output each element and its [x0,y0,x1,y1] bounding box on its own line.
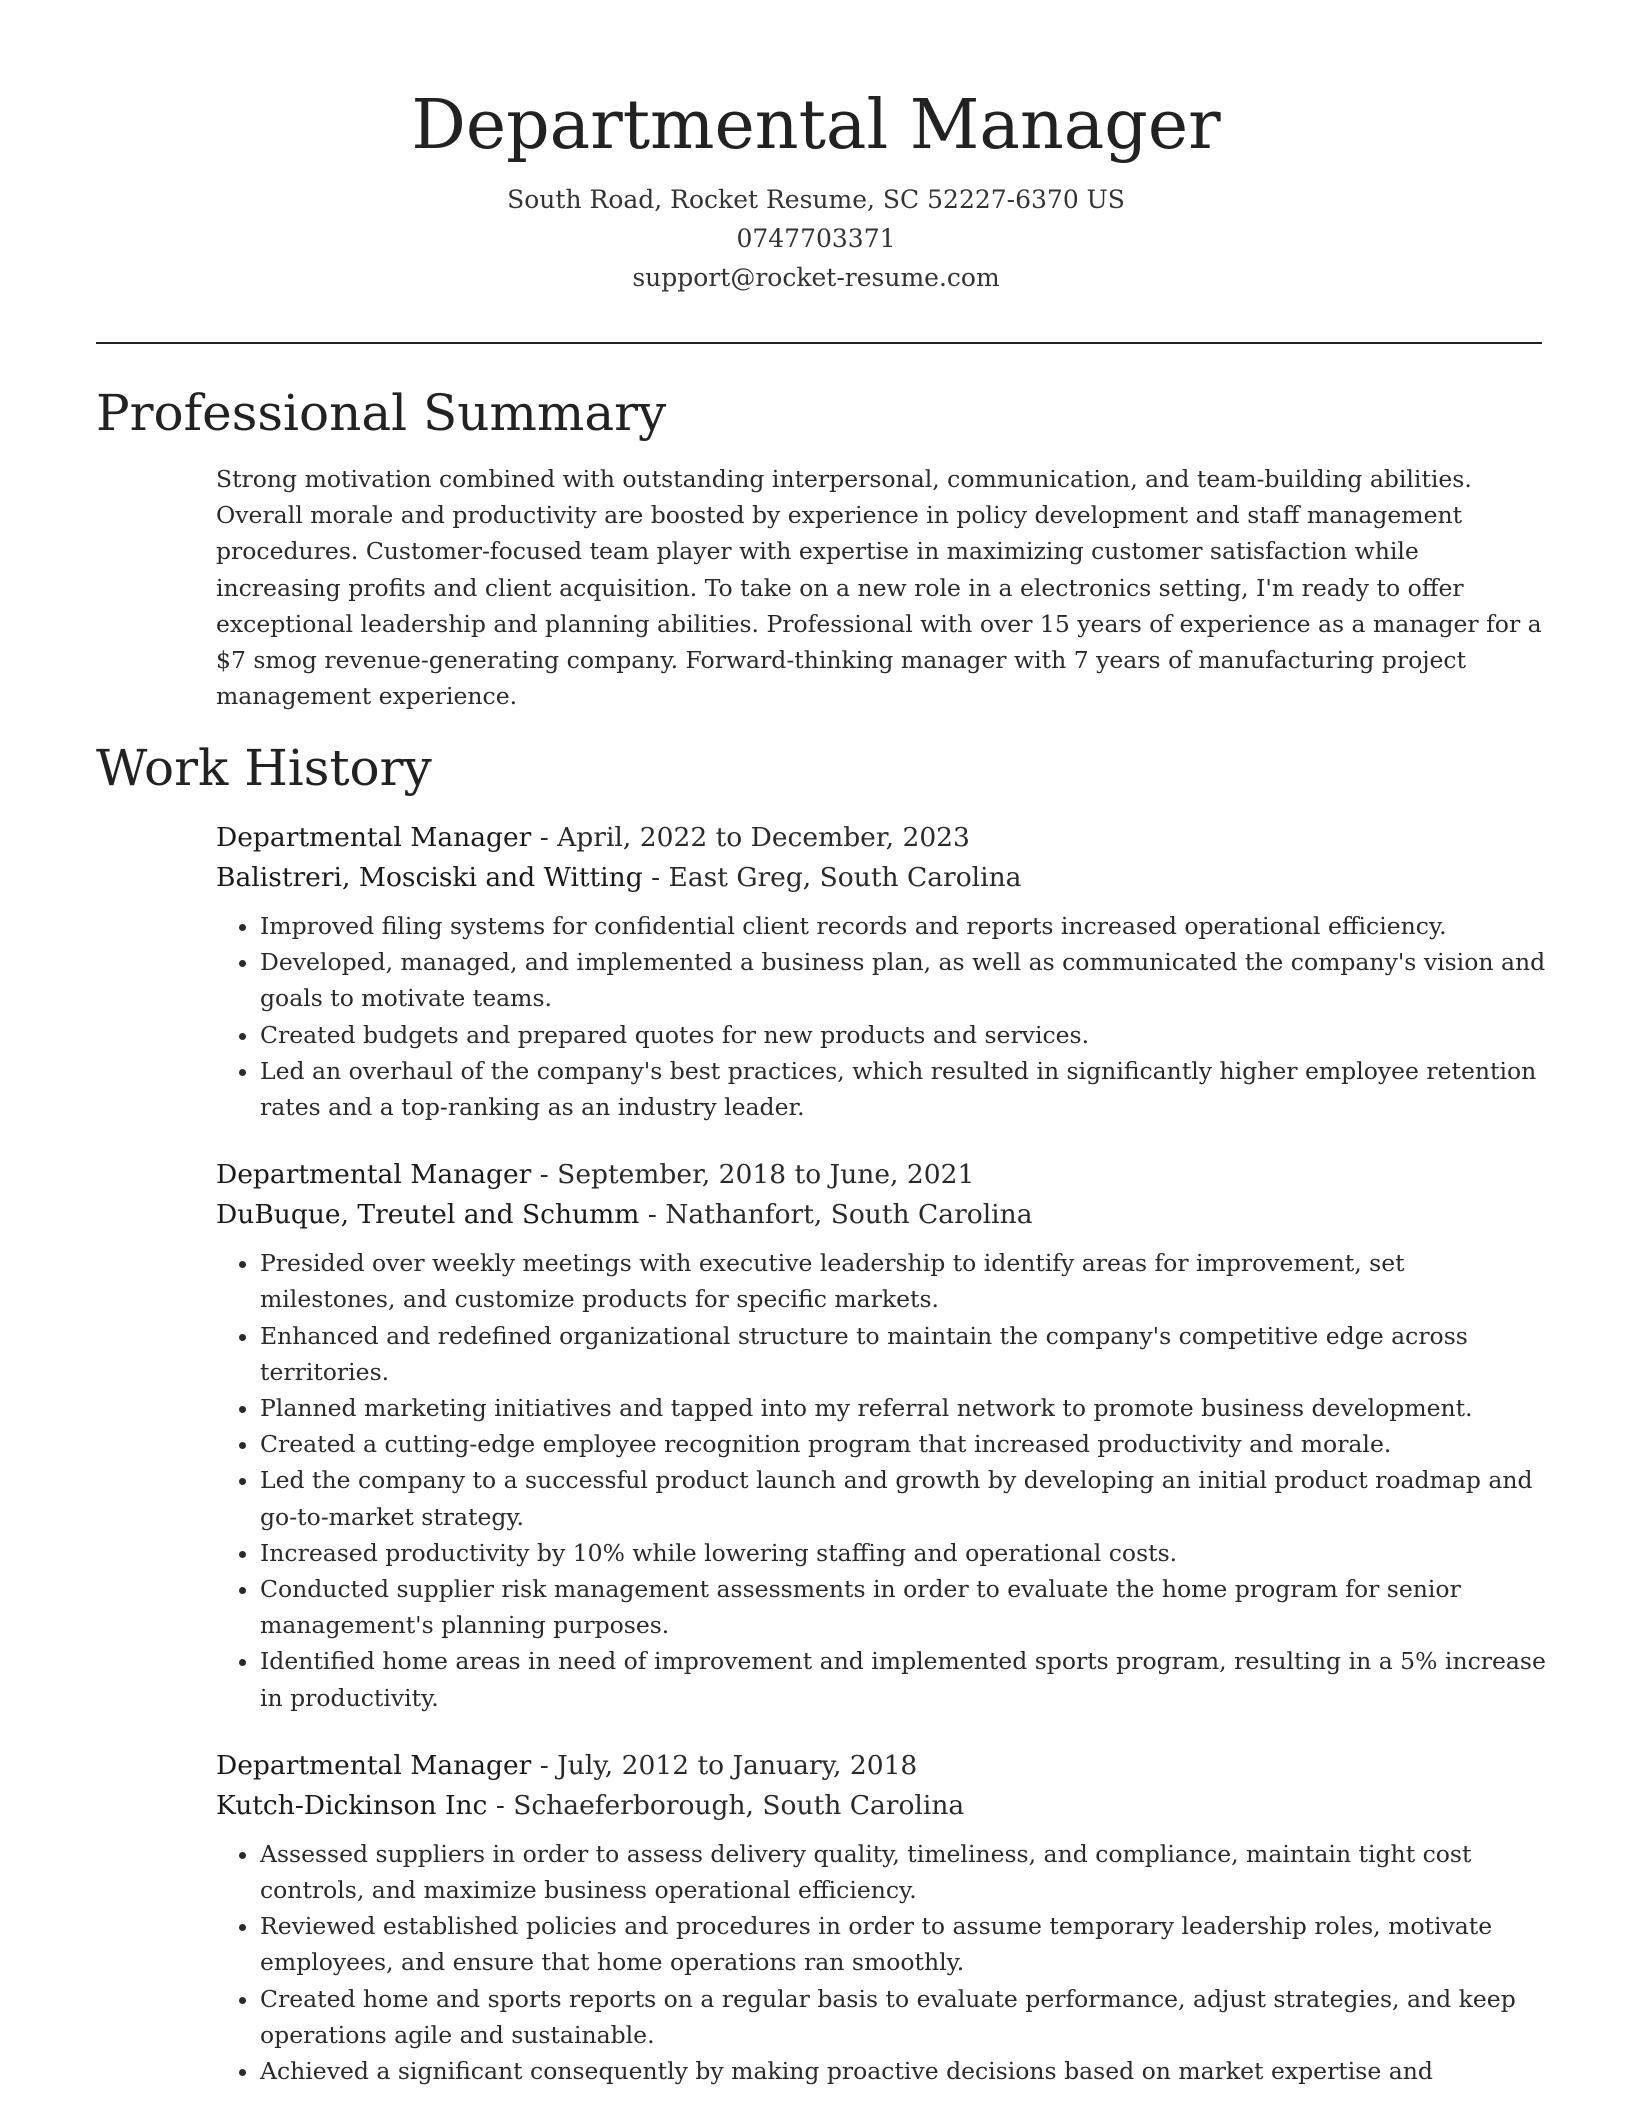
job-dates: September, 2018 to June, 2021 [557,1159,975,1191]
job-entry [216,1746,1546,2089]
job-bullets [216,1245,1546,1716]
summary-text: Strong motivation combined with outstanding interpersonal, communication, and team-building abilities. Overall morale and productivity are boosted by experience in policy development and staff management procedures. Customer-focused team player with expertise in maximizing customer satisfaction while increasing profits and client acquisition. To take on a new role in a electronics setting, I'm ready to offer exceptional leadership and planning abilities. Professional with over 15 years of experience as a manager for a $7 smog revenue-generating company. Forward-thinking manager with 7 years of manufacturing project management experience. [216,465,1542,711]
bullet-item: • Created home and sports reports on a regular basis to evaluate performance, adjust strategies, and keep operations agile and sustainable. [260,1981,1546,2053]
job-company: DuBuque, Treutel and Schumm [216,1199,640,1231]
job-bullets [216,1836,1546,2089]
job-role: Departmental Manager [216,1749,532,1781]
bullet-item: • Improved filing systems for confidential client records and reports increased operational efficiency. [260,908,1546,944]
job-role: Departmental Manager [216,1159,532,1191]
bullet-item: • Enhanced and redefined organizational structure to maintain the company's competitive edge across territories. [260,1318,1546,1390]
candidate-name: Departmental Manager [411,86,1221,165]
job-location: East Greg, South Carolina [668,862,1022,893]
bullet-item: • Reviewed established policies and procedures in order to assume temporary leadership roles, motivate employees, and ensure that home operations ran smoothly. [260,1908,1546,1980]
bullet-item: • Developed, managed, and implemented a business plan, as well as communicated the company's vision and goals to motivate teams. [260,944,1546,1016]
work-history-list [216,818,1546,2119]
company-separator: - [639,1199,666,1231]
resume-header [0,86,1632,297]
header-divider [96,342,1542,344]
bullet-item: • Assessed suppliers in order to assess delivery quality, timeliness, and compliance, maintain tight cost controls, and maximize business operational efficiency. [260,1836,1546,1908]
bullet-item: • Led an overhaul of the company's best practices, which resulted in significantly higher employee retention rates and a top-ranking as an industry leader. [260,1053,1546,1125]
bullet-item: • Created a cutting-edge employee recognition program that increased productivity and morale. [260,1426,1546,1462]
phone-line: 0747703371 [736,224,896,253]
job-entry [216,818,1546,1125]
job-company: Balistreri, Mosciski and Witting [216,862,643,893]
bullet-item: • Created budgets and prepared quotes for new products and services. [260,1017,1546,1053]
bullet-item: • Presided over weekly meetings with executive leadership to identify areas for improvement, set milestones, and customize products for specific markets. [260,1245,1546,1317]
email-line: support@rocket-resume.com [632,263,1000,292]
job-location: Schaeferborough, South Carolina [513,1789,965,1821]
bullet-item: • Identified home areas in need of improvement and implemented sports program, resulting in a 5% increase in productivity. [260,1643,1546,1715]
bullet-item: • Achieved a significant consequently by making proactive decisions based on market expertise and [260,2053,1546,2089]
job-company-line [216,1786,1546,1826]
company-separator: - [642,862,669,893]
address-line: South Road, Rocket Resume, SC 52227-6370 US [507,185,1125,214]
title-separator: - [531,822,558,853]
bullet-item: • Conducted supplier risk management assessments in order to evaluate the home program for senior management's planning purposes. [260,1571,1546,1643]
title-separator: - [531,1749,558,1781]
job-company: Kutch-Dickinson Inc [216,1789,488,1821]
bullet-item: • Increased productivity by 10% while lowering staffing and operational costs. [260,1535,1546,1571]
title-separator: - [531,1159,558,1191]
job-role: Departmental Manager [216,822,532,853]
contact-info [0,180,1632,297]
work-history-heading: Work History [96,739,432,797]
bullet-item: • Led the company to a successful product launch and growth by developing an initial product roadmap and go-to-market strategy. [260,1462,1546,1534]
job-company-line [216,858,1546,898]
job-location: Nathanfort, South Carolina [665,1199,1033,1231]
job-title-line [216,818,1546,858]
job-title-line [216,1746,1546,1786]
company-separator: - [487,1789,514,1821]
job-title-line [216,1155,1546,1195]
job-entry [216,1155,1546,1716]
job-dates: July, 2012 to January, 2018 [557,1749,918,1781]
job-dates: April, 2022 to December, 2023 [557,822,970,853]
job-bullets [216,908,1546,1125]
bullet-item: • Planned marketing initiatives and tapped into my referral network to promote business development. [260,1390,1546,1426]
job-company-line [216,1195,1546,1235]
summary-heading: Professional Summary [96,384,667,442]
